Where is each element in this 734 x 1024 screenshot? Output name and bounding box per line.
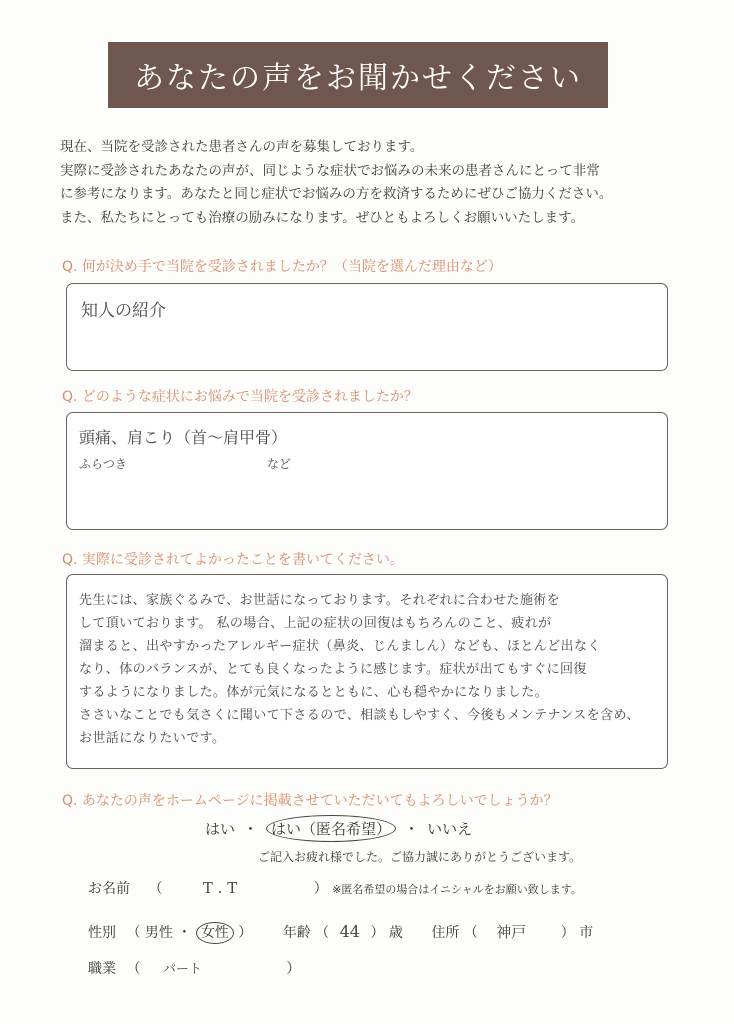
consent-options: [205, 815, 472, 842]
option-separator: ・: [404, 820, 420, 838]
option-no[interactable]: いいえ: [427, 820, 473, 838]
answer-3-line: 溜まると、出やすかったアレルギー症状（鼻炎、じんましん）なども、ほとんど出なく: [79, 639, 601, 654]
name-value[interactable]: T . T: [202, 879, 238, 897]
answer-3-line: 先生には、家族ぐるみで、お世話になっております。それぞれに合わせた施術を: [79, 593, 561, 608]
answer-3-line: するようになりました。体が元気になるとともに、心も穏やかになりました。: [79, 685, 549, 700]
age-value[interactable]: 44: [339, 922, 360, 941]
answer-box-3: [66, 574, 668, 769]
gender-female[interactable]: 女性: [196, 922, 234, 944]
age-label: 年齢: [282, 925, 311, 941]
name-note: ※匿名希望の場合はイニシャルをお願い致します。: [332, 883, 582, 896]
age-open: （: [315, 925, 330, 941]
address-value[interactable]: 神戸: [496, 923, 527, 941]
question-2: Q. どのような症状にお悩みで当院を受診されましたか？: [62, 389, 418, 405]
option-yes-anonymous[interactable]: はい（匿名希望）: [266, 815, 396, 842]
answer-box-1: [66, 283, 668, 371]
gender-open: （: [126, 925, 141, 941]
name-open: （: [148, 881, 163, 897]
gender-close: ）: [238, 925, 253, 941]
name-label: お名前: [88, 881, 130, 897]
thanks-text: ご記入お疲れ様でした。ご協力誠にありがとうございます。: [258, 850, 582, 864]
option-separator: ・: [243, 820, 259, 838]
page-title: あなたの声をお聞かせください: [108, 42, 608, 108]
intro-line: また、私たちにとっても治療の励みになります。ぜひともよろしくお願いいたします。: [60, 209, 585, 226]
name-close: ）: [313, 881, 328, 897]
address-unit: 市: [579, 925, 594, 941]
job-label: 職業: [88, 961, 116, 977]
answer-3-text: [79, 589, 640, 750]
age-unit: 歳: [388, 925, 403, 941]
address-open: （: [463, 925, 478, 941]
answer-3-line: して頂いております。 私の場合、上記の症状の回復はもちろんのこと、疲れが: [79, 616, 552, 631]
address-close: ）: [560, 925, 575, 941]
profile-row: [88, 921, 593, 942]
name-row: [88, 878, 582, 898]
gender-separator: ・: [177, 925, 192, 941]
answer-1-text: 知人の紹介: [81, 301, 166, 321]
answer-2-line1: 頭痛、肩こり（首〜肩甲骨）: [79, 428, 288, 447]
job-open: （: [126, 961, 141, 977]
age-close: ）: [370, 925, 385, 941]
option-yes[interactable]: はい: [205, 820, 236, 838]
intro-line: 実際に受診されたあなたの声が、同じような症状でお悩みの未来の患者さんにとって非常: [60, 162, 600, 179]
question-1: Q. 何が決め手で当院を受診されましたか？（当院を選んだ理由など）: [62, 259, 502, 275]
question-4: Q. あなたの声をホームページに掲載させていただいてもよろしいでしょうか？: [62, 793, 558, 809]
gender-male[interactable]: 男性: [144, 925, 173, 941]
address-label: 住所: [431, 925, 460, 941]
answer-2-line2: ふらつき: [79, 457, 127, 471]
gender-label: 性別: [88, 925, 116, 941]
job-row: [88, 958, 300, 978]
intro-line: 現在、当院を受診された患者さんの声を募集しております。: [60, 139, 424, 155]
intro-text: [60, 136, 700, 230]
answer-2-suffix: など: [267, 457, 292, 471]
answer-box-2: [66, 412, 668, 530]
intro-line: に参考になります。あなたと同じ症状でお悩みの方を救済するためにぜひご協力ください。: [60, 186, 613, 202]
answer-3-line: お世話になりたいです。: [79, 731, 226, 746]
question-3: Q. 実際に受診されてよかったことを書いてください。: [62, 552, 404, 568]
answer-3-line: なり、体のバランスが、とても良くなったように感じます。症状が出てもすぐに回復: [79, 662, 587, 677]
answer-3-line: ささいなことでも気さくに聞いて下さるので、相談もしやすく、今後もメンテナンスを含め、: [79, 708, 640, 723]
job-value[interactable]: パート: [162, 962, 202, 977]
job-close: ）: [286, 961, 301, 977]
